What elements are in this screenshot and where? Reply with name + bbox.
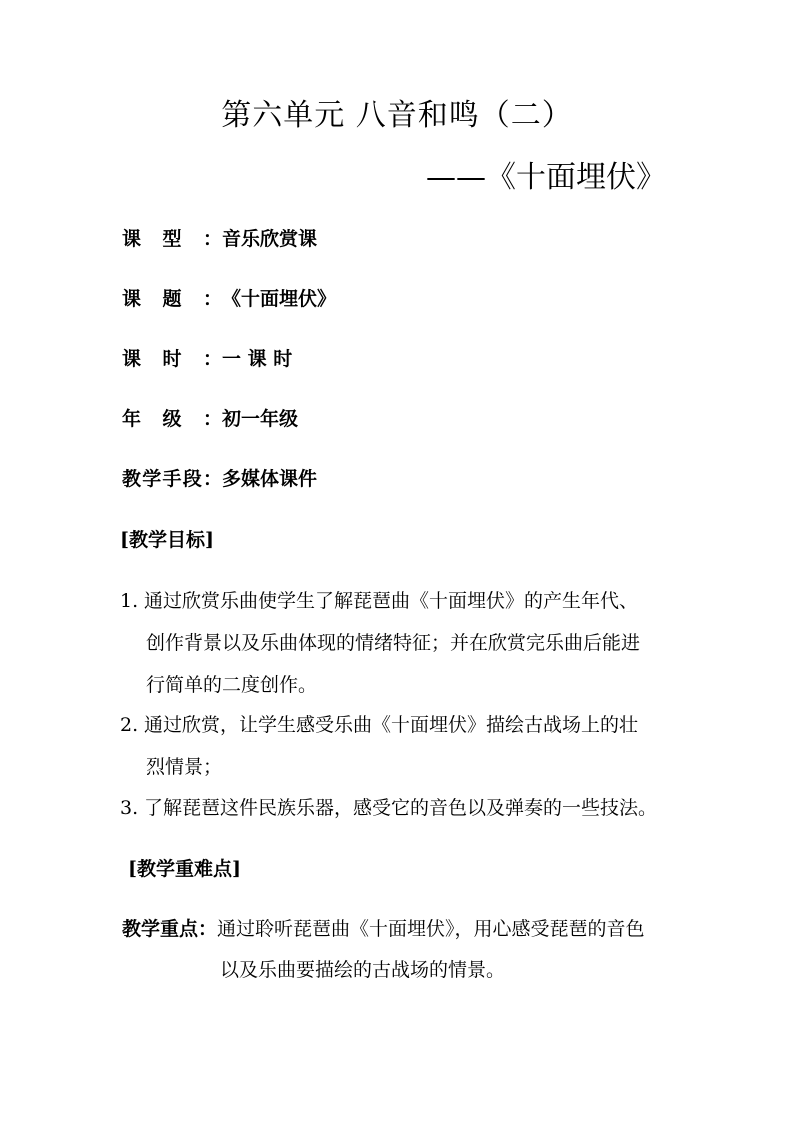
field-lesson-type [122,226,317,252]
field-lesson-topic [122,286,336,312]
objective-line: 了解琵琶这件民族乐器，感受它的音色以及弹奏的一些技法。 [144,797,658,819]
objective-number: 1. [120,590,139,612]
objective-line: 烈情景； [146,756,223,778]
objective-line: 行简单的二度创作。 [146,674,318,696]
keypoints-heading: [教学重难点] [128,858,241,880]
field-value: 一 课 时 [222,348,293,370]
key-point-text: 以及乐曲要描绘的古战场的情景。 [220,959,506,981]
objectives-heading: [教学目标] [120,529,214,551]
field-label: 教学手段： [122,468,222,490]
field-value: 音乐欣赏课 [222,228,318,250]
document-subtitle: ——《十面埋伏》 [426,160,666,195]
objective-line: 创作背景以及乐曲体现的情绪特征；并在欣赏完乐曲后能进 [146,632,641,654]
field-label: 课型： [122,228,222,250]
document-title: 第六单元 八音和鸣（二） [221,98,573,133]
key-point-text: 通过聆听琵琶曲《十面埋伏》，用心感受琵琶的音色 [217,918,645,940]
field-value: 初一年级 [222,408,299,430]
field-label: 课时： [122,348,222,370]
objective-line: 通过欣赏乐曲使学生了解琵琶曲《十面埋伏》的产生年代、 [144,590,639,612]
field-grade [122,406,298,432]
key-point [122,916,645,942]
field-value: 多媒体课件 [222,468,318,490]
field-value: 《十面埋伏》 [222,288,337,310]
objective-number: 2. [120,714,139,736]
objective-line: 通过欣赏，让学生感受乐曲《十面埋伏》描绘古战场上的壮 [144,714,639,736]
objective-number: 3. [120,797,139,819]
field-label: 年级： [122,408,222,430]
field-lesson-hours [122,346,292,372]
key-point-label: 教学重点： [122,918,218,940]
key-point-continuation [220,957,505,983]
field-teaching-means [122,466,317,492]
field-label: 课题： [122,288,222,310]
